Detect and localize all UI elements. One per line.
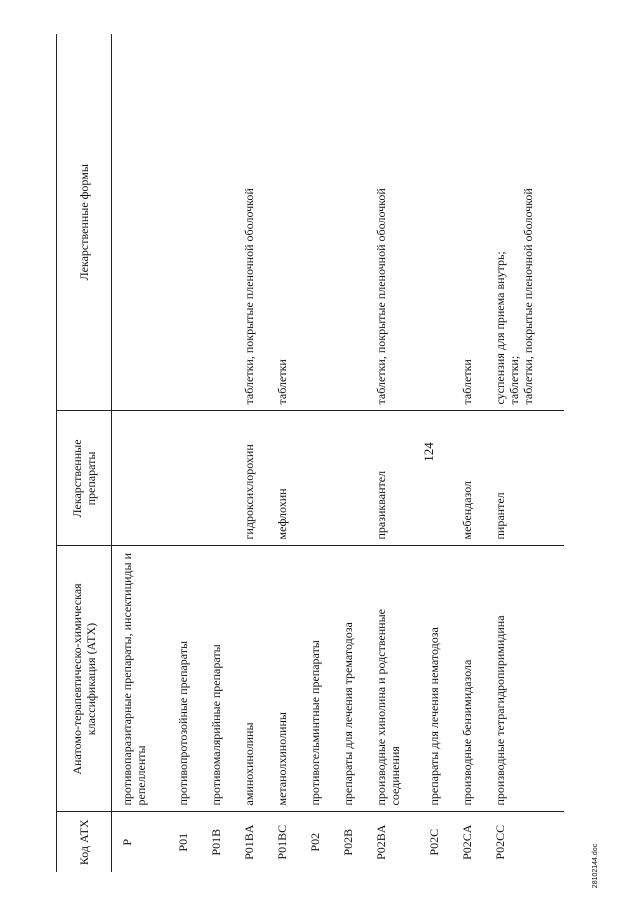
drug-cell <box>337 411 370 546</box>
header-dosage-forms: Лекарственные формы <box>57 34 112 411</box>
forms-cell <box>112 34 173 411</box>
drug-cell: пирантел <box>489 411 564 546</box>
table-row <box>271 34 304 872</box>
atc-class-cell: противомалярийные препараты <box>205 546 238 812</box>
forms-cell <box>337 34 370 411</box>
atc-class-cell: производные хинолина и родственные соединения <box>370 546 424 812</box>
atc-class-cell: метанолхинолины <box>271 546 304 812</box>
drug-cell: мебендазол <box>456 411 489 546</box>
forms-cell <box>304 34 337 411</box>
atc-class-cell: противопротозойные препараты <box>172 546 205 812</box>
atc-class-cell: препараты для лечения трематодоза <box>337 546 370 812</box>
header-drugs: Лекарственные препараты <box>57 411 112 546</box>
atc-class-cell: производные тетрагидропиримидина <box>489 546 564 812</box>
page-number: 124 <box>421 442 436 462</box>
atc-code-cell: P <box>120 838 134 846</box>
table-row <box>238 34 271 872</box>
dosage-form: таблетки, покрытые пленочной оболочкой <box>373 188 388 405</box>
drug-cell <box>205 411 238 546</box>
atc-code-cell: P02B <box>340 828 355 856</box>
table-row <box>489 34 564 872</box>
atc-code-cell: P01BA <box>241 824 256 860</box>
table-row <box>456 34 489 872</box>
forms-cell <box>271 34 304 411</box>
dosage-form: суспензия для приема внутрь; <box>493 251 508 405</box>
atc-class-cell: противопаразитарные препараты, инсектициды и репелленты <box>112 546 173 812</box>
forms-cell <box>172 34 205 411</box>
dosage-form: таблетки <box>274 359 289 405</box>
header-atc-classification: Анатомо-терапевтическо-химическая классификация (АТХ) <box>57 546 112 812</box>
drug-cell <box>304 411 337 546</box>
drug-cell <box>172 411 205 546</box>
atc-class-cell: противогельминтные препараты <box>304 546 337 812</box>
atc-code-cell: P02BA <box>373 824 388 860</box>
dosage-form: таблетки <box>460 359 475 405</box>
table-row <box>205 34 238 872</box>
atc-code-cell: P02CC <box>493 824 508 860</box>
forms-cell <box>489 34 564 411</box>
table-row <box>304 34 337 872</box>
forms-cell <box>370 34 424 411</box>
table-row <box>423 34 456 872</box>
drug-cell: празиквантел <box>370 411 424 546</box>
atc-code-cell: P02CA <box>460 824 475 860</box>
forms-cell <box>205 34 238 411</box>
drug-cell <box>423 411 456 546</box>
atc-code-cell: P01 <box>176 832 191 852</box>
atc-class-cell: аминохинолины <box>238 546 271 812</box>
dosage-form: таблетки, покрытые пленочной оболочкой <box>241 188 256 405</box>
atc-class-cell: производные бензимидазола <box>456 546 489 812</box>
dosage-form: таблетки; <box>507 355 522 405</box>
table-row <box>370 34 424 872</box>
forms-cell <box>423 34 456 411</box>
header-atc-code: Код АТХ <box>57 812 112 872</box>
atc-drug-table <box>56 34 564 872</box>
drug-cell: мефлохин <box>271 411 304 546</box>
table-row <box>337 34 370 872</box>
table-frame <box>56 34 564 872</box>
atc-code-cell: P02C <box>427 828 442 856</box>
atc-code-cell: P01BC <box>274 824 289 860</box>
atc-class-cell: препараты для лечения нематодоза <box>423 546 456 812</box>
table-row <box>172 34 205 872</box>
atc-code-cell: P02 <box>307 832 322 852</box>
table-row <box>112 34 173 872</box>
document-id: 28102144.doc <box>592 843 599 889</box>
dosage-form: таблетки, покрытые пленочной оболочкой <box>521 188 536 405</box>
atc-code-cell: P01B <box>208 828 223 856</box>
table-header-row <box>57 34 112 872</box>
drug-cell <box>112 411 173 546</box>
drug-cell: гидроксихлорохин <box>238 411 271 546</box>
forms-cell <box>456 34 489 411</box>
forms-cell <box>238 34 271 411</box>
